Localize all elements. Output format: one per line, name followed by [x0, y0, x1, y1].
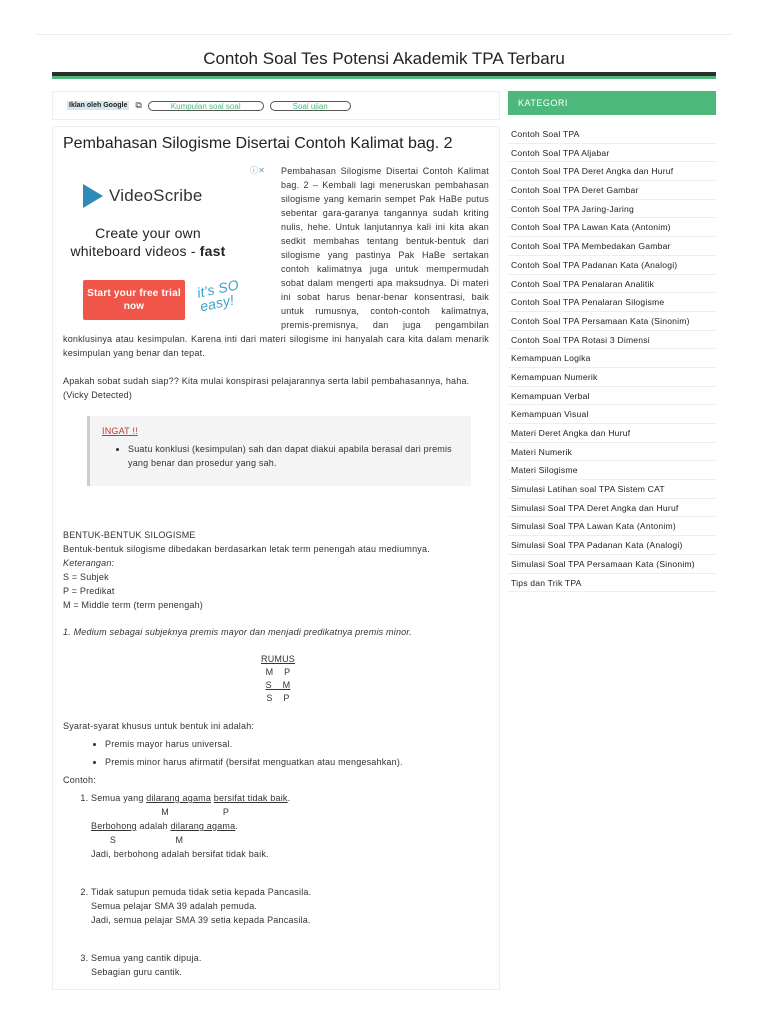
category-link[interactable]: Kemampuan Logika: [508, 349, 716, 368]
contoh-label: Contoh:: [63, 775, 96, 785]
category-link[interactable]: Kemampuan Visual: [508, 405, 716, 424]
legend-item: S = Subjek: [63, 572, 109, 582]
syarat-item: • Premis mayor harus universal.: [105, 737, 489, 751]
example-3: 3. Semua yang cantik dipuja. Sebagian guru cantik.: [91, 951, 489, 979]
note-box: [87, 416, 471, 486]
example-1: 1. Semua yang dilarang agama bersifat tidak baik. M P Berbohong adalah dilarang agama. S M Jadi, berbohong adalah bersifat tidak baik.: [91, 791, 489, 861]
example-2: 2. Tidak satupun pemuda tidak setia kepada Pancasila. Semua pelajar SMA 39 adalah pemuda. Jadi, semua pelajar SMA 39 setia kepada Pancasila.: [91, 885, 489, 927]
videoscribe-ad[interactable]: [63, 164, 263, 324]
category-link[interactable]: Materi Silogisme: [508, 461, 716, 480]
paragraph: Apakah sobat sudah siap?? Kita mulai konspirasi pelajarannya serta labil pembahasannya, haha. (Vicky Detected): [63, 376, 470, 400]
keterangan-label: Keterangan:: [63, 558, 115, 568]
ad-close-icon[interactable]: ⓘ✕: [249, 166, 265, 175]
category-heading: KATEGORI: [508, 91, 716, 115]
legend-item: M = Middle term (term penengah): [63, 600, 204, 610]
sidebar: [508, 91, 716, 592]
category-link[interactable]: Materi Numerik: [508, 443, 716, 462]
ad-cta-button[interactable]: Start your free trial now: [83, 280, 185, 320]
category-list: [508, 125, 716, 592]
top-divider: [36, 34, 732, 35]
category-link[interactable]: Contoh Soal TPA Deret Angka dan Huruf: [508, 162, 716, 181]
ad-link[interactable]: Kumpulan soal soal: [148, 101, 264, 111]
ad-brand: VideoScribe: [83, 184, 203, 208]
syarat-item: • Premis minor harus afirmatif (bersifat menguatkan atau mengesahkan).: [105, 755, 489, 769]
external-link-icon[interactable]: ⧉: [135, 100, 142, 110]
section-text: Bentuk-bentuk silogisme dibedakan berdasarkan letak term penengah atau mediumnya.: [63, 544, 430, 554]
rumus: RUMUS M P S M S P: [261, 654, 295, 703]
ad-headline: Create your own whiteboard videos - fast: [70, 225, 226, 259]
category-link[interactable]: Contoh Soal TPA Penalaran Analitik: [508, 275, 716, 294]
intro-paragraph: Pembahasan Silogisme Disertai Contoh Kalimat bag. 2 – Kembali lagi meneruskan pembahasan silogisme yang kemarin sempet Pak HaBe putus sebentar gara-garanya tangannya sudah kriting nulis, hehe. Untuk lanjutannya kali ini kita akan sedkit membahas tentang bentuk-bentuk dari silogisme yang pastinya Pak HaBe sertakan contoh kalimatnya juga untuk mempermudah sobat dalam mengerti apa maksudnya. Di materi ini sobat harus benar-benar konsentrasi, baik untuk rumusnya, contoh-contoh kalimatnya, premis-premisnya, dan juga pengambilan konklusinya atau kesimpulan. Karena inti dari materi silogisme ini hanyalah cara kita dalam menarik kesimpulan yang benar dan tepat.: [63, 166, 489, 358]
post-title[interactable]: Pembahasan Silogisme Disertai Contoh Kalimat bag. 2: [63, 135, 453, 152]
category-link[interactable]: Kemampuan Numerik: [508, 368, 716, 387]
header-bar: [52, 72, 716, 79]
ad-link[interactable]: Soal ujian: [270, 101, 351, 111]
category-link[interactable]: Contoh Soal TPA Lawan Kata (Antonim): [508, 218, 716, 237]
note-heading: INGAT !!: [102, 426, 138, 436]
category-link[interactable]: Tips dan Trik TPA: [508, 574, 716, 593]
category-link[interactable]: Contoh Soal TPA Padanan Kata (Analogi): [508, 256, 716, 275]
form-1-heading: 1. Medium sebagai subjeknya premis mayor dan menjadi predikatnya premis minor.: [63, 627, 412, 637]
videoscribe-logo-icon: [83, 184, 103, 208]
category-link[interactable]: Contoh Soal TPA Rotasi 3 Dimensi: [508, 331, 716, 350]
category-link[interactable]: Contoh Soal TPA Penalaran Silogisme: [508, 293, 716, 312]
category-link[interactable]: Simulasi Soal TPA Deret Angka dan Huruf: [508, 499, 716, 518]
syarat-text: Syarat-syarat khusus untuk bentuk ini adalah:: [63, 721, 255, 731]
category-link[interactable]: Contoh Soal TPA Jaring-Jaring: [508, 200, 716, 219]
category-link[interactable]: Materi Deret Angka dan Huruf: [508, 424, 716, 443]
ad-badge: it's SO easy!: [195, 276, 241, 315]
category-link[interactable]: Contoh Soal TPA Membedakan Gambar: [508, 237, 716, 256]
category-link[interactable]: Simulasi Soal TPA Padanan Kata (Analogi): [508, 536, 716, 555]
post: [52, 126, 500, 990]
category-link[interactable]: Contoh Soal TPA Aljabar: [508, 144, 716, 163]
legend-item: P = Predikat: [63, 586, 115, 596]
category-link[interactable]: Simulasi Soal TPA Lawan Kata (Antonim): [508, 517, 716, 536]
category-link[interactable]: Contoh Soal TPA Persamaan Kata (Sinonim): [508, 312, 716, 331]
category-link[interactable]: Simulasi Soal TPA Persamaan Kata (Sinonim): [508, 555, 716, 574]
ads-by-google-label[interactable]: Iklan oleh Google: [69, 102, 128, 109]
note-item: • Suatu konklusi (kesimpulan) sah dan dapat diakui apabila berasal dari premis yang benar dan prosedur yang sah.: [128, 442, 459, 470]
category-link[interactable]: Kemampuan Verbal: [508, 387, 716, 406]
site-title[interactable]: Contoh Soal Tes Potensi Akademik TPA Terbaru: [203, 49, 565, 68]
ad-links-bar: [52, 91, 500, 120]
category-link[interactable]: Contoh Soal TPA Deret Gambar: [508, 181, 716, 200]
category-link[interactable]: Contoh Soal TPA: [508, 125, 716, 144]
category-link[interactable]: Simulasi Latihan soal TPA Sistem CAT: [508, 480, 716, 499]
section-heading: BENTUK-BENTUK SILOGISME: [63, 530, 196, 540]
